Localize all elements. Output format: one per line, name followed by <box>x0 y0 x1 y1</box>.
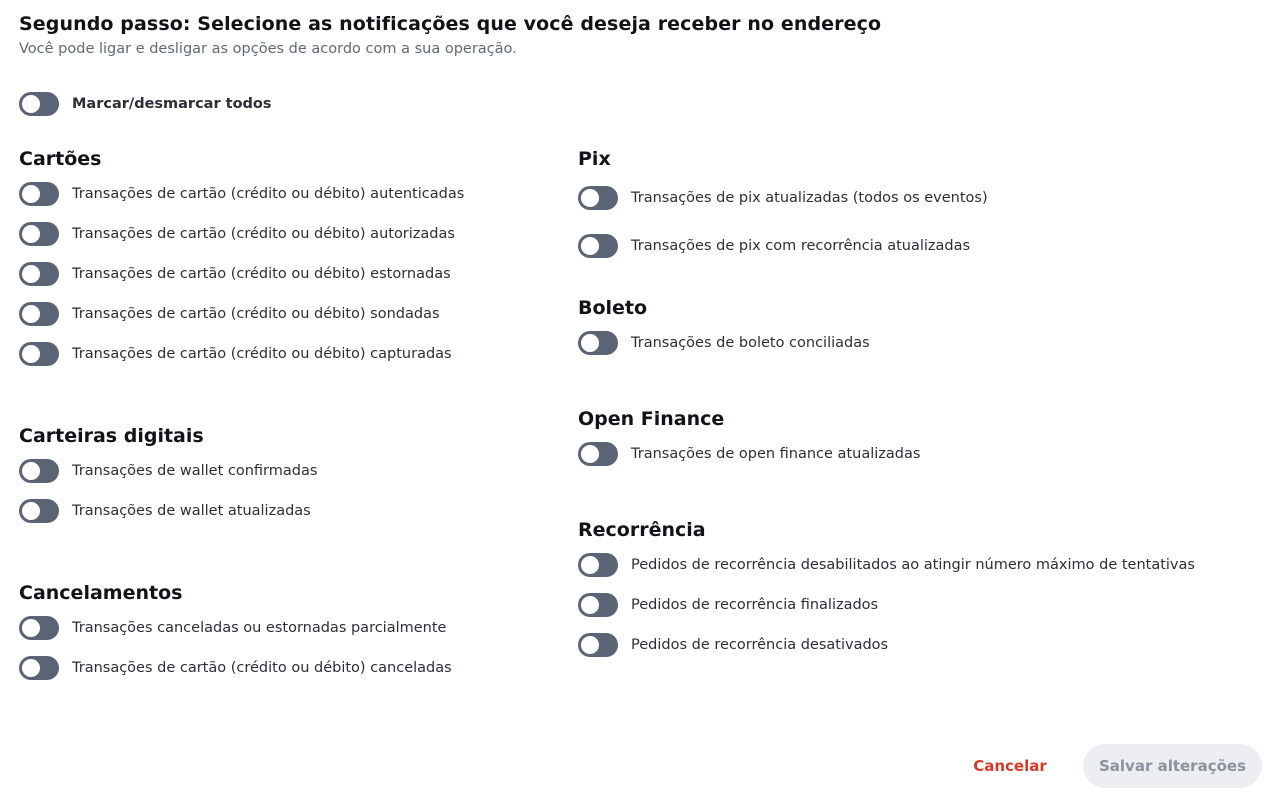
option-toggle[interactable] <box>19 656 59 680</box>
option-row <box>578 434 1278 474</box>
option-row <box>19 254 549 294</box>
option-label: Transações canceladas ou estornadas parcialmente <box>72 620 447 636</box>
option-label: Transações de cartão (crédito ou débito) capturadas <box>72 346 452 362</box>
option-row <box>19 648 549 688</box>
option-row <box>578 545 1278 585</box>
toggle-knob <box>22 659 40 677</box>
toggle-knob <box>22 185 40 203</box>
section-recorrencia <box>578 516 1278 665</box>
option-label: Transações de cartão (crédito ou débito) autenticadas <box>72 186 465 202</box>
option-toggle[interactable] <box>19 222 59 246</box>
toggle-knob <box>581 334 599 352</box>
option-label: Transações de pix atualizadas (todos os eventos) <box>631 190 988 206</box>
option-label: Transações de boleto conciliadas <box>631 335 870 351</box>
option-label: Transações de cartão (crédito ou débito) sondadas <box>72 306 440 322</box>
section-boleto <box>578 294 1278 363</box>
toggle-knob <box>581 556 599 574</box>
toggle-knob <box>581 237 599 255</box>
option-row <box>19 174 549 214</box>
toggle-knob <box>22 95 40 113</box>
left-column <box>19 145 549 688</box>
option-row <box>19 214 549 254</box>
option-toggle[interactable] <box>19 459 59 483</box>
toggle-knob <box>22 305 40 323</box>
toggle-knob <box>22 265 40 283</box>
toggle-knob <box>581 445 599 463</box>
option-row <box>19 294 549 334</box>
option-row <box>578 323 1278 363</box>
option-row <box>578 174 1278 222</box>
section-title: Open Finance <box>578 408 725 430</box>
option-label: Pedidos de recorrência finalizados <box>631 597 879 613</box>
toggle-knob <box>581 189 599 207</box>
section-cartoes <box>19 145 549 374</box>
option-row <box>578 222 1278 270</box>
option-label: Transações de cartão (crédito ou débito) estornadas <box>72 266 451 282</box>
option-row <box>19 491 549 531</box>
select-all-label: Marcar/desmarcar todos <box>72 96 272 112</box>
option-toggle[interactable] <box>19 616 59 640</box>
toggle-knob <box>22 225 40 243</box>
option-toggle[interactable] <box>19 182 59 206</box>
section-title: Carteiras digitais <box>19 425 204 447</box>
option-row <box>578 585 1278 625</box>
toggle-knob <box>22 462 40 480</box>
toggle-knob <box>22 502 40 520</box>
option-toggle[interactable] <box>578 633 618 657</box>
section-title: Cartões <box>19 148 102 170</box>
option-toggle[interactable] <box>578 234 618 258</box>
option-row <box>19 451 549 491</box>
option-label: Transações de wallet atualizadas <box>72 503 311 519</box>
option-toggle[interactable] <box>19 342 59 366</box>
option-label: Transações de open finance atualizadas <box>631 446 921 462</box>
section-open-finance <box>578 405 1278 474</box>
option-label: Pedidos de recorrência desabilitados ao atingir número máximo de tentativas <box>631 557 1195 573</box>
option-row <box>578 625 1278 665</box>
option-toggle[interactable] <box>578 186 618 210</box>
section-carteiras-digitais <box>19 422 549 531</box>
option-label: Transações de cartão (crédito ou débito) canceladas <box>72 660 452 676</box>
option-label: Transações de cartão (crédito ou débito) autorizadas <box>72 226 455 242</box>
option-label: Transações de wallet confirmadas <box>72 463 318 479</box>
section-title: Cancelamentos <box>19 582 183 604</box>
option-toggle[interactable] <box>578 442 618 466</box>
save-button[interactable]: Salvar alterações <box>1083 744 1262 788</box>
option-toggle[interactable] <box>19 302 59 326</box>
option-row <box>19 608 549 648</box>
section-cancelamentos <box>19 579 549 688</box>
cancel-button[interactable]: Cancelar <box>958 744 1062 788</box>
section-title: Pix <box>578 148 611 170</box>
select-all-row <box>19 92 272 116</box>
option-label: Pedidos de recorrência desativados <box>631 637 889 653</box>
toggle-knob <box>22 345 40 363</box>
option-toggle[interactable] <box>19 499 59 523</box>
toggle-knob <box>22 619 40 637</box>
toggle-knob <box>581 636 599 654</box>
page-title: Segundo passo: Selecione as notificações que você deseja receber no endereço <box>19 13 882 35</box>
page-subtitle: Você pode ligar e desligar as opções de acordo com a sua operação. <box>19 41 517 57</box>
option-toggle[interactable] <box>19 262 59 286</box>
option-row <box>19 334 549 374</box>
toggle-knob <box>581 596 599 614</box>
option-toggle[interactable] <box>578 553 618 577</box>
section-title: Recorrência <box>578 519 706 541</box>
select-all-toggle[interactable] <box>19 92 59 116</box>
option-toggle[interactable] <box>578 593 618 617</box>
section-pix <box>578 145 1278 270</box>
option-toggle[interactable] <box>578 331 618 355</box>
option-label: Transações de pix com recorrência atualizadas <box>631 238 971 254</box>
right-column <box>578 145 1278 665</box>
section-title: Boleto <box>578 297 648 319</box>
